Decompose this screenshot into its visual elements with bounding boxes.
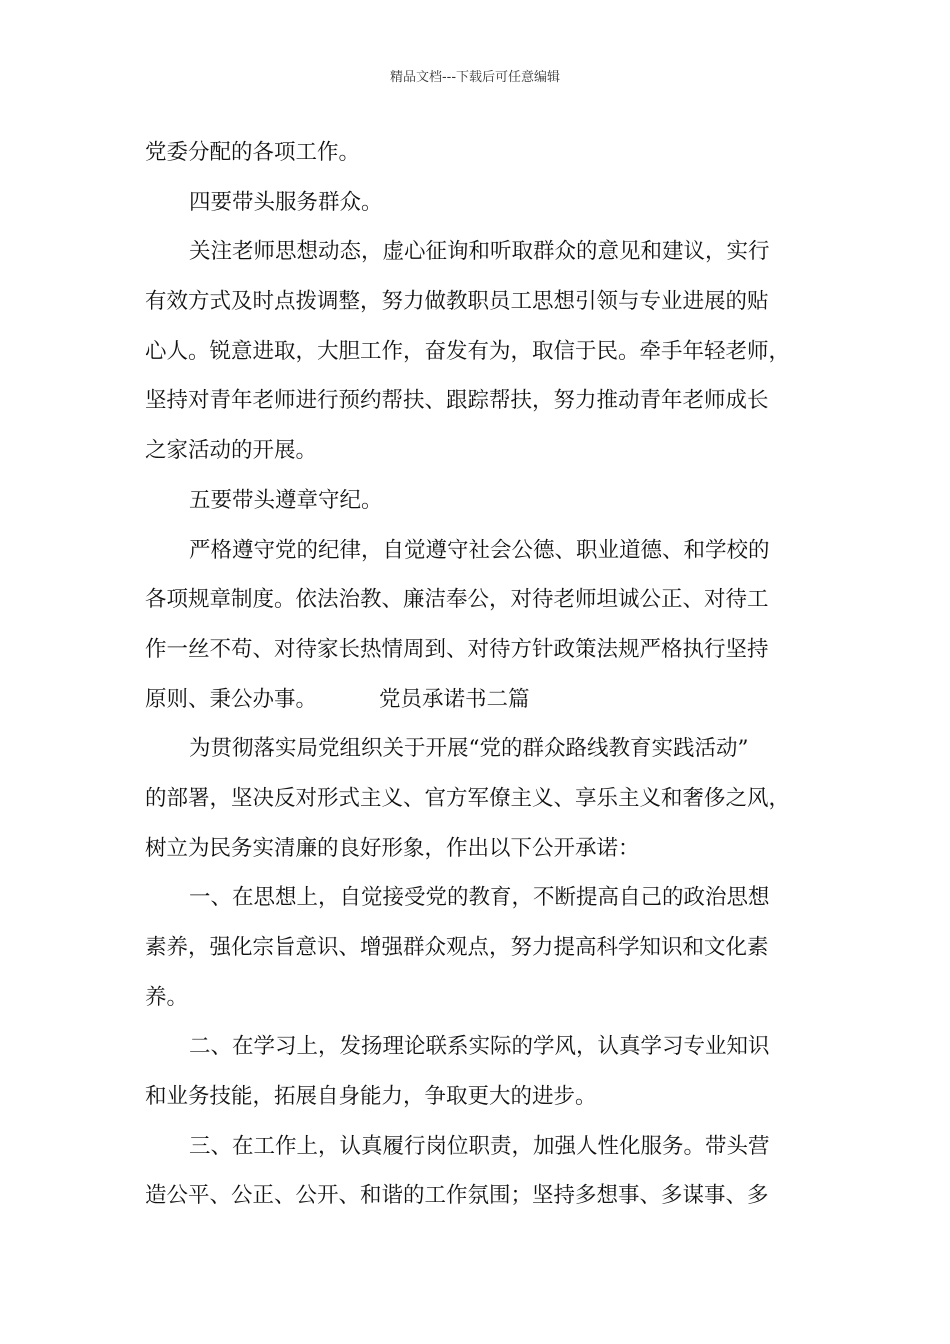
- text-line: [145, 724, 810, 774]
- text-line: [145, 1122, 810, 1172]
- line-text: 之家活动的开展。: [145, 438, 318, 464]
- line-text: 的部署，坚决反对形式主义、官方军僚主义、享乐主义和奢侈之风，: [145, 785, 791, 811]
- text-line: [145, 575, 810, 625]
- text-line: [145, 973, 810, 1023]
- text-line: [145, 227, 810, 277]
- line-text: 造公平、公正、公开、和谐的工作氛围；坚持多想事、多谋事、多: [145, 1183, 769, 1209]
- text-line: [145, 426, 810, 476]
- line-text: 养。: [145, 984, 189, 1010]
- text-line: [145, 1171, 810, 1221]
- section-title: 党员承诺书二篇: [379, 686, 530, 712]
- text-line: [145, 923, 810, 973]
- line-text: 有效方式及时点拨调整，努力做教职员工思想引领与专业进展的贴: [145, 289, 769, 315]
- text-line: [145, 277, 810, 327]
- text-line: [145, 1022, 810, 1072]
- text-line: [145, 128, 810, 178]
- text-line: [145, 526, 810, 576]
- text-line: [145, 675, 810, 725]
- line-text: 五要带头遵章守纪。: [189, 487, 383, 513]
- document-body: [145, 128, 810, 1221]
- text-line: [145, 476, 810, 526]
- page-header: 精品文档---下载后可任意编辑: [389, 70, 561, 85]
- line-text: 为贯彻落实局党组织关于开展“党的群众路线教育实践活动”: [189, 736, 749, 762]
- line-text: 坚持对青年老师进行预约帮扶、跟踪帮扶，努力推动青年老师成长: [145, 388, 769, 414]
- text-line: [145, 178, 810, 228]
- line-text: 各项规章制度。依法治教、廉洁奉公，对待老师坦诚公正、对待工: [145, 587, 769, 613]
- text-line: [145, 774, 810, 824]
- line-text: 素养，强化宗旨意识、增强群众观点，努力提高科学知识和文化素: [145, 935, 769, 960]
- line-text: 四要带头服务群众。: [189, 189, 383, 215]
- line-text: 党委分配的各项工作。: [145, 140, 361, 165]
- line-text: 和业务技能，拓展自身能力，争取更大的进步。: [145, 1084, 597, 1110]
- line-text: 作一丝不苟、对待家长热情周到、对待方针政策法规严格执行坚持: [145, 636, 769, 662]
- text-line: [145, 824, 810, 874]
- text-line: [145, 1072, 810, 1122]
- line-text: 严格遵守党的纪律，自觉遵守社会公德、职业道德、和学校的: [189, 537, 770, 563]
- line-text: 一、在思想上，自觉接受党的教育，不断提高自己的政治思想: [189, 885, 770, 911]
- text-line: [145, 625, 810, 675]
- line-text: 原则、秉公办事。: [145, 686, 318, 712]
- line-text: 心人。锐意进取，大胆工作，奋发有为，取信于民。牵手年轻老师，: [145, 338, 791, 364]
- line-text: 关注老师思想动态，虚心征询和听取群众的意见和建议，实行: [189, 239, 770, 265]
- text-line: [145, 873, 810, 923]
- line-text: 二、在学习上，发扬理论联系实际的学风，认真学习专业知识: [189, 1034, 770, 1060]
- line-text: 树立为民务实清廉的良好形象，作出以下公开承诺：: [145, 835, 640, 861]
- text-line: [145, 327, 810, 377]
- line-text: 三、在工作上，认真履行岗位职责，加强人性化服务。带头营: [189, 1133, 770, 1159]
- text-line: [145, 376, 810, 426]
